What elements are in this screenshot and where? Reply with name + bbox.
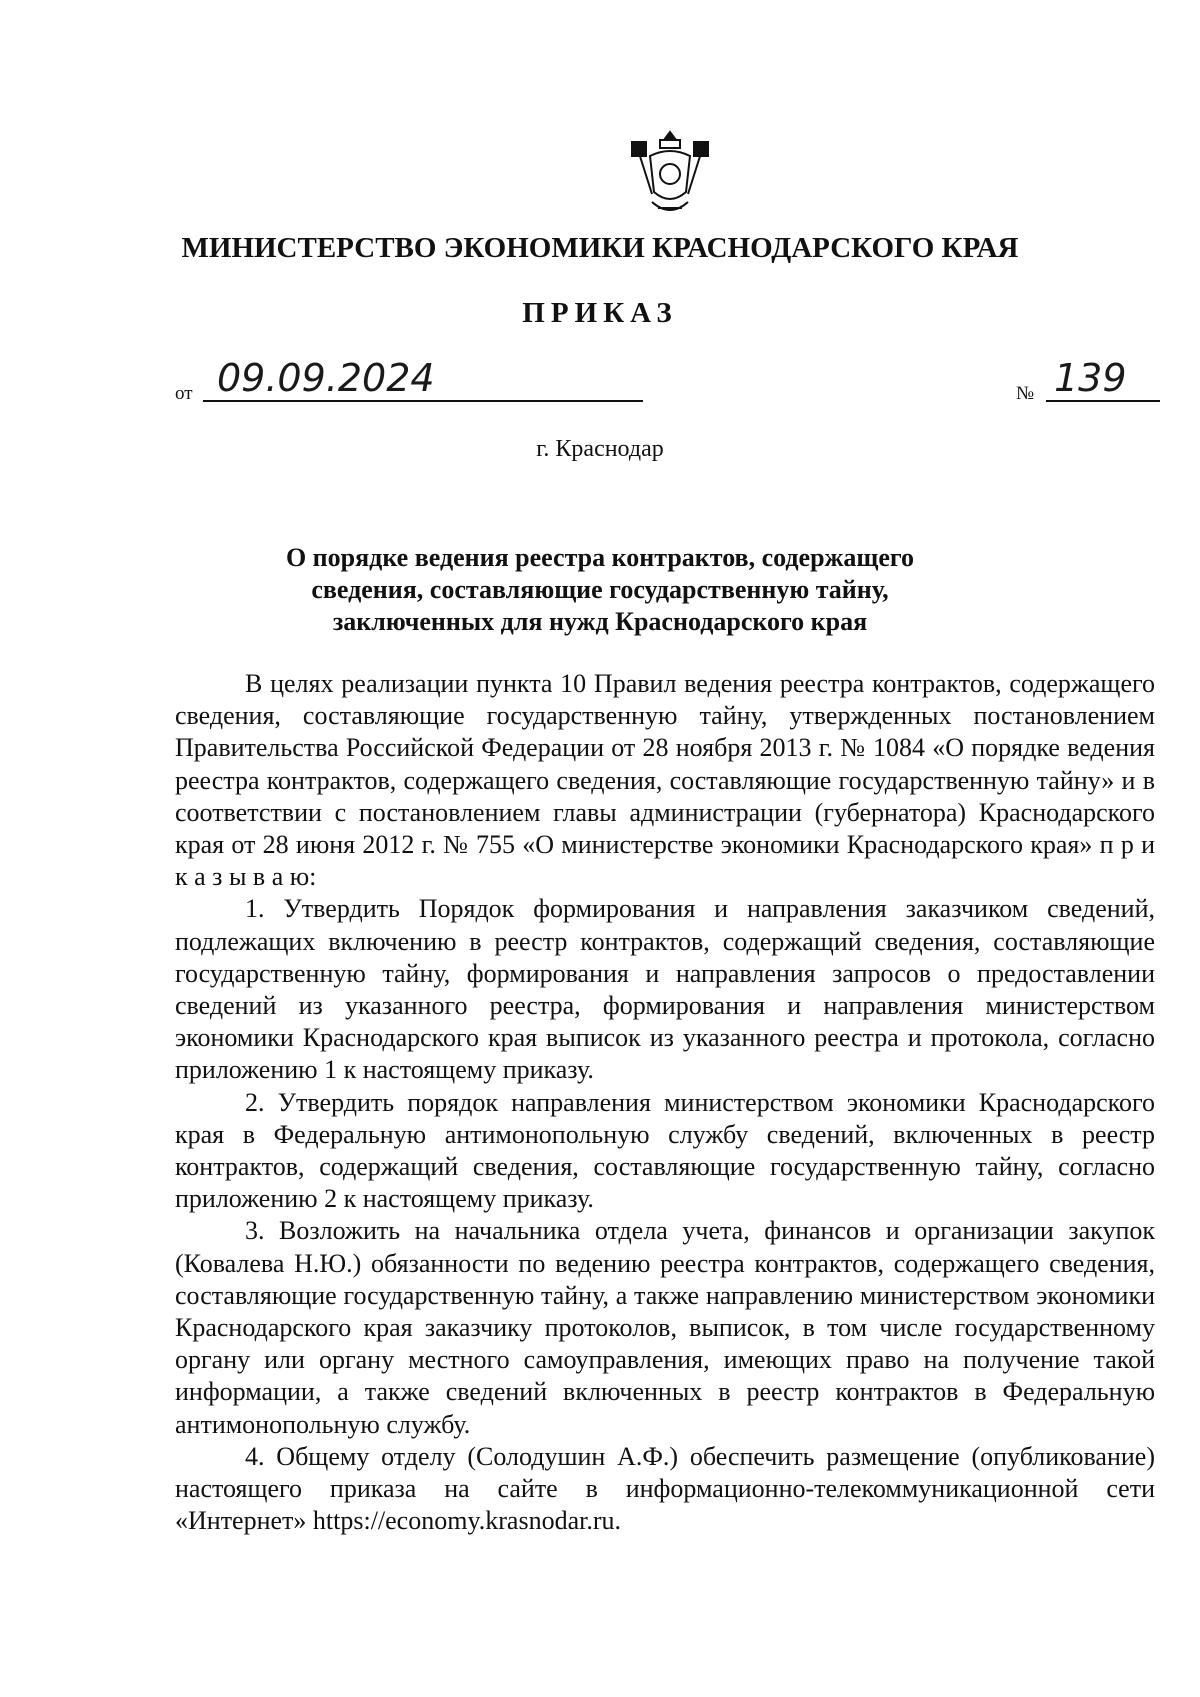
- subject-line: О порядке ведения реестра контрактов, содержащего: [285, 543, 915, 572]
- subject-line: заключенных для нужд Краснодарского края: [332, 607, 868, 636]
- number-value: 139: [1054, 356, 1127, 400]
- decree-word: п р и к а з ы в а ю:: [175, 830, 1155, 892]
- order-item: 1. Утвердить Порядок формирования и направления заказчиком сведений, подлежащих включению в реестр контрактов, содержащий сведения, составляющие государственную тайну, формирования и направления запросов о предоставлении сведений из указанного реестра, формирования и направления министерством экономики Краснодарского края выписок из указанного реестра и протокола, согласно приложению 1 к настоящему приказу.: [175, 894, 1155, 1085]
- subject-line: сведения, составляющие государственную тайну,: [311, 575, 889, 604]
- number-prefix: №: [1016, 383, 1035, 404]
- coat-of-arms-icon: [628, 128, 712, 224]
- date-prefix: от: [175, 383, 193, 404]
- preamble-text: В целях реализации пункта 10 Правил ведения реестра контрактов, содержащего сведения, составляющие государственную тайну, утвержденных постановлением Правительства Российской Федерации от 28 ноября 2013 г. № 1084 «О порядке ведения реестра контрактов, содержащего сведения, составляющие государственную тайну» и в соответствии с постановлением главы администрации (губернатора) Краснодарского края от 28 июня 2012 г. № 755 «О министерстве экономики Краснодарского края»: [175, 669, 1155, 860]
- date-underline: [203, 400, 643, 402]
- ministry-name: МИНИСТЕРСТВО ЭКОНОМИКИ КРАСНОДАРСКОГО КРАЯ: [181, 232, 1019, 264]
- document-body: [175, 668, 1155, 1537]
- document-subject: [260, 542, 940, 638]
- order-item: 4. Общему отделу (Солодушин А.Ф.) обеспечить размещение (опубликование) настоящего приказа на сайте в информационно-телекоммуникационной сети «Интернет» https://economy.krasnodar.ru.: [175, 1441, 1155, 1536]
- preamble-paragraph: [175, 668, 1155, 893]
- order-item: 3. Возложить на начальника отдела учета, финансов и организации закупок (Ковалева Н.Ю.) обязанности по ведению реестра контрактов, содержащего сведения, составляющие государственную тайну, а также направлению министерством экономики Краснодарского края заказчику протоколов, выписок, в том числе государственному органу или органу местного самоуправления, имеющих право на получение такой информации, а также сведений включенных в реестр контрактов в Федеральную антимонопольную службу.: [175, 1216, 1155, 1439]
- city: г. Краснодар: [536, 436, 664, 462]
- number-underline: [1046, 400, 1160, 402]
- order-item: 2. Утвердить порядок направления министерством экономики Краснодарского края в Федеральную антимонопольную службу сведений, включенных в реестр контрактов, содержащий сведения, составляющие государственную тайну, согласно приложению 2 к настоящему приказу.: [175, 1087, 1155, 1214]
- document-type: ПРИКАЗ: [522, 297, 678, 329]
- date-value: 09.09.2024: [217, 356, 435, 400]
